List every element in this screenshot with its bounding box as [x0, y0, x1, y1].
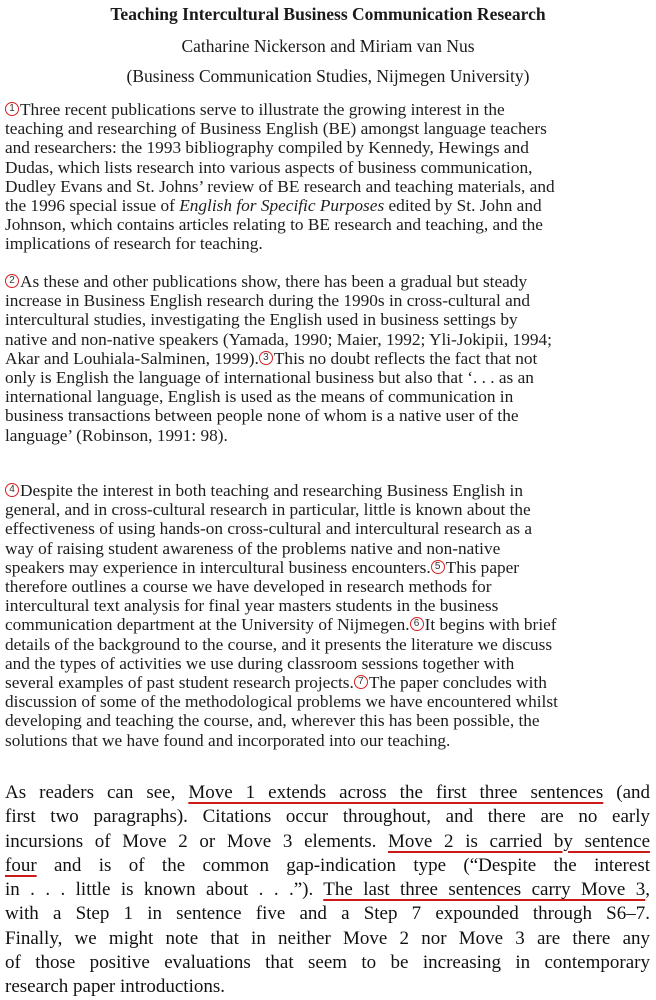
text-line: incursions of Move 2 or Move 3 elements. Move 2 is carried by sentence: [5, 830, 650, 852]
text-line: research paper introductions.: [5, 976, 225, 998]
underlined-move-1: Move 1 extends across the first three sentences: [188, 782, 604, 803]
text-line: Dudas, which lists research into various aspects of business communication,: [5, 157, 533, 177]
underlined-move-3: The last three sentences carry Move 3: [323, 879, 646, 901]
paragraph-1: [5, 100, 650, 254]
sentence-marker-3: 3: [259, 351, 273, 365]
text-line: Akar and Louhiala-Salminen, 1999). 3 This no doubt reflects the fact that not: [5, 348, 538, 368]
text-line: communication department at the University of Nijmegen. 6 It begins with brief: [5, 615, 557, 635]
article-title: Teaching Intercultural Business Communication Research: [110, 4, 546, 24]
sentence-marker-2: 2: [5, 274, 19, 288]
text-line: only is English the language of international business but also that ‘. . . as an: [5, 368, 534, 388]
text-line: solutions that we have found and incorporated into our teaching.: [5, 730, 451, 750]
text-line: Johnson, which contains articles relating to BE research and teaching, and the: [5, 215, 543, 235]
text-line: language’ (Robinson, 1991: 98).: [5, 425, 228, 445]
text-line: As readers can see, Move 1 extends across the first three sentences (and: [5, 782, 651, 803]
text-line: and the types of activities we use during classroom sessions together with: [5, 653, 515, 673]
text-line: 1 Three recent publications serve to illustrate the growing interest in the: [5, 100, 650, 119]
text-line: 4 Despite the interest in both teaching and researching Business English in: [5, 481, 650, 500]
text-line: four and is of the common gap-indication type (“Despite the interest: [5, 854, 650, 876]
underlined-move-2: Move 2 is carried by sentence: [388, 830, 650, 852]
text-line: details of the background to the course, and it presents the literature we discuss: [5, 634, 553, 654]
text-line: increase in Business English research during the 1990s in cross-cultural and: [5, 291, 531, 311]
text-line: first two paragraphs). Citations occur throughout, and there are no early: [5, 806, 650, 828]
text-line: 2 As these and other publications show, there has been a gradual but steady: [5, 272, 650, 291]
text-line: with a Step 1 in sentence five and a Step 7 expounded through S6–7.: [5, 903, 650, 925]
sentence-marker-4: 4: [5, 483, 19, 497]
text-line: speakers may experience in intercultural business encounters. 5 This paper: [5, 557, 520, 577]
sentence-marker-6: 6: [410, 617, 424, 631]
text-line: discussion of some of the methodological problems we have encountered whilst: [5, 692, 558, 712]
sentence-marker-5: 5: [431, 560, 445, 574]
text-line: implications of research for teaching.: [5, 234, 263, 254]
text-line: Dudley Evans and St. Johns’ review of BE research and teaching materials, and: [5, 176, 555, 196]
text-line: way of raising student awareness of the problems native and non-native: [5, 538, 501, 558]
paragraph-2: [5, 272, 650, 445]
text-line: several examples of past student research projects. 7 The paper concludes with: [5, 673, 547, 693]
article-affiliation: (Business Communication Studies, Nijmegen University): [126, 66, 530, 86]
text-line: Finally, we might note that in neither Move 2 nor Move 3 are there any: [5, 927, 650, 949]
article-authors: Catharine Nickerson and Miriam van Nus: [181, 36, 475, 56]
text-line: business transactions between people none of whom is a native user of the: [5, 406, 519, 426]
text-line: the 1996 special issue of English for Specific Purposes edited by St. John and: [5, 196, 542, 216]
sentence-marker-1: 1: [5, 102, 19, 116]
text-line: in . . . little is known about . . .”). The last three sentences carry Move 3,: [5, 879, 650, 901]
paragraph-3: [5, 481, 650, 750]
text-line: developing and teaching the course, and, wherever this has been possible, the: [5, 711, 540, 731]
text-line: intercultural text analysis for final year masters students in the business: [5, 596, 499, 616]
commentary-paragraph: [5, 781, 650, 1000]
text-line: teaching and researching of Business English (BE) amongst language teachers: [5, 119, 547, 139]
journal-title: English for Specific Purposes: [179, 196, 385, 216]
underlined-move-2-cont: four: [5, 854, 37, 876]
text-line: of those positive evaluations that seem to be increasing in contemporary: [5, 952, 650, 974]
text-line: international language, English is used as the means of communication in: [5, 387, 514, 407]
text-line: and researchers: the 1993 bibliography compiled by Kennedy, Hewings and: [5, 138, 529, 158]
text-line: therefore outlines a course we have developed in research methods for: [5, 577, 492, 597]
sentence-marker-7: 7: [354, 675, 368, 689]
text-line: intercultural studies, investigating the English used in business settings by: [5, 310, 518, 330]
text-line: effectiveness of using hands-on cross-cultural and intercultural research as a: [5, 519, 533, 539]
text-line: general, and in cross-cultural research in particular, little is known about the: [5, 500, 531, 520]
text-line: native and non-native speakers (Yamada, 1990; Maier, 1992; Yli-Jokipii, 1994;: [5, 329, 552, 349]
